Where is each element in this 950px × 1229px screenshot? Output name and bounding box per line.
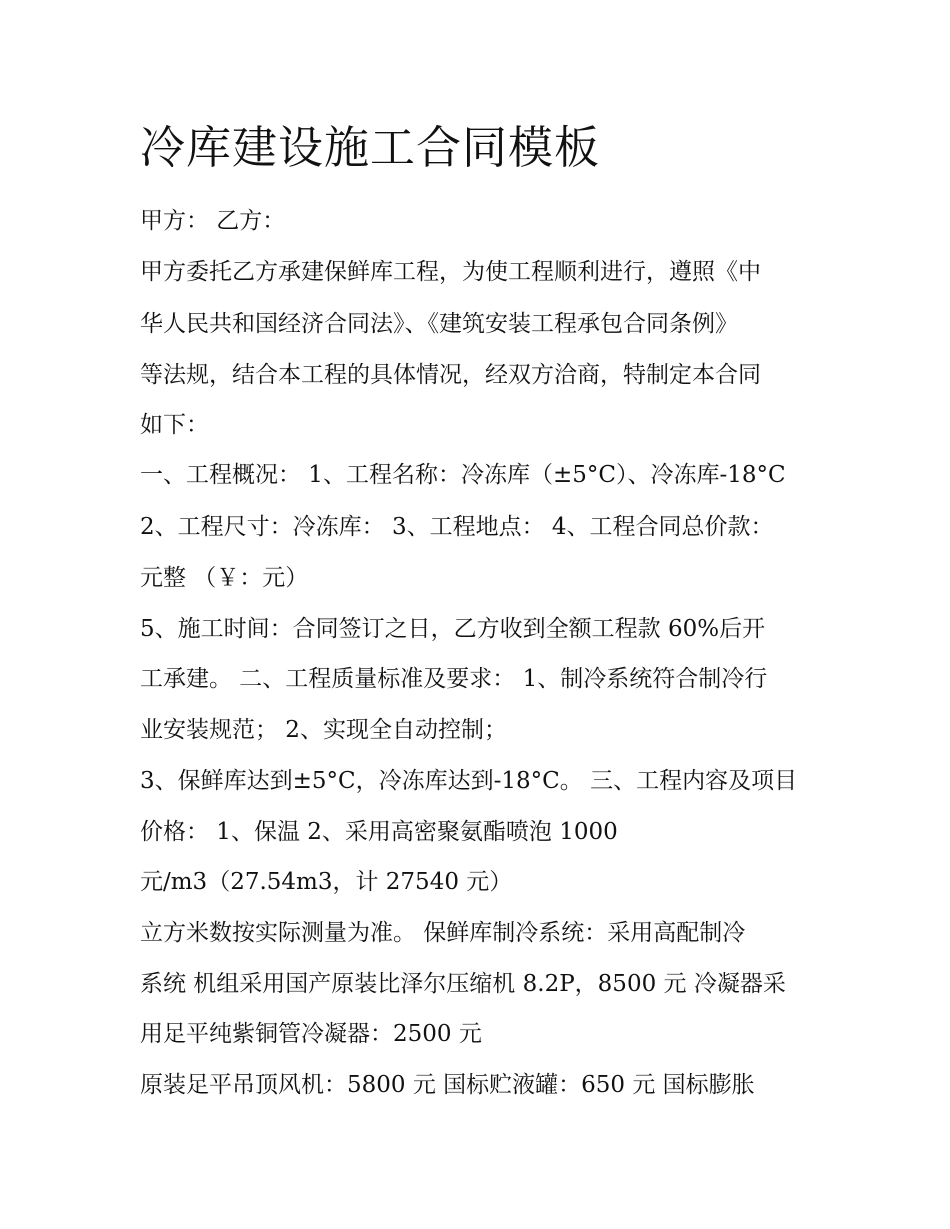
body-line: 等法规，结合本工程的具体情况，经双方洽商，特制定本合同	[140, 362, 761, 388]
party-line: 甲方： 乙方：	[140, 208, 286, 234]
body-line: 用足平纯紫铜管冷凝器：2500 元	[140, 1021, 482, 1047]
body-line: 一、工程概况： 1、工程名称：冷冻库（±5°C）、冷冻库-18°C	[140, 462, 786, 488]
body-line: 5、施工时间：合同签订之日，乙方收到全额工程款 60%后开	[140, 616, 766, 642]
body-line: 3、保鲜库达到±5°C，冷冻库达到-18°C。 三、工程内容及项目	[140, 768, 798, 794]
body-line: 元/m3（27.54m3，计 27540 元）	[140, 869, 513, 895]
body-line: 原装足平吊顶风机：5800 元 国标贮液罐：650 元 国标膨胀	[140, 1072, 755, 1098]
body-line: 系统 机组采用国产原装比泽尔压缩机 8.2P，8500 元 冷凝器采	[140, 971, 786, 997]
body-line: 工承建。 二、工程质量标准及要求： 1、制冷系统符合制冷行	[140, 666, 768, 692]
body-line: 2、工程尺寸：冷冻库： 3、工程地点： 4、工程合同总价款：	[140, 514, 774, 540]
document-title: 冷库建设施工合同模板	[140, 121, 601, 174]
body-line: 立方米数按实际测量为准。 保鲜库制冷系统：采用高配制冷	[140, 920, 746, 946]
body-line: 业安装规范； 2、实现全自动控制；	[140, 717, 507, 743]
body-line: 如下：	[140, 412, 209, 438]
body-line: 甲方委托乙方承建保鲜库工程，为使工程顺利进行，遵照《中	[140, 259, 761, 285]
body-line: 价格： 1、保温 2、采用高密聚氨酯喷泡 1000	[140, 819, 618, 845]
body-line: 华人民共和国经济合同法》、《建筑安装工程承包合同条例》	[140, 311, 738, 337]
body-line: 元整 （￥：元）	[140, 565, 309, 591]
